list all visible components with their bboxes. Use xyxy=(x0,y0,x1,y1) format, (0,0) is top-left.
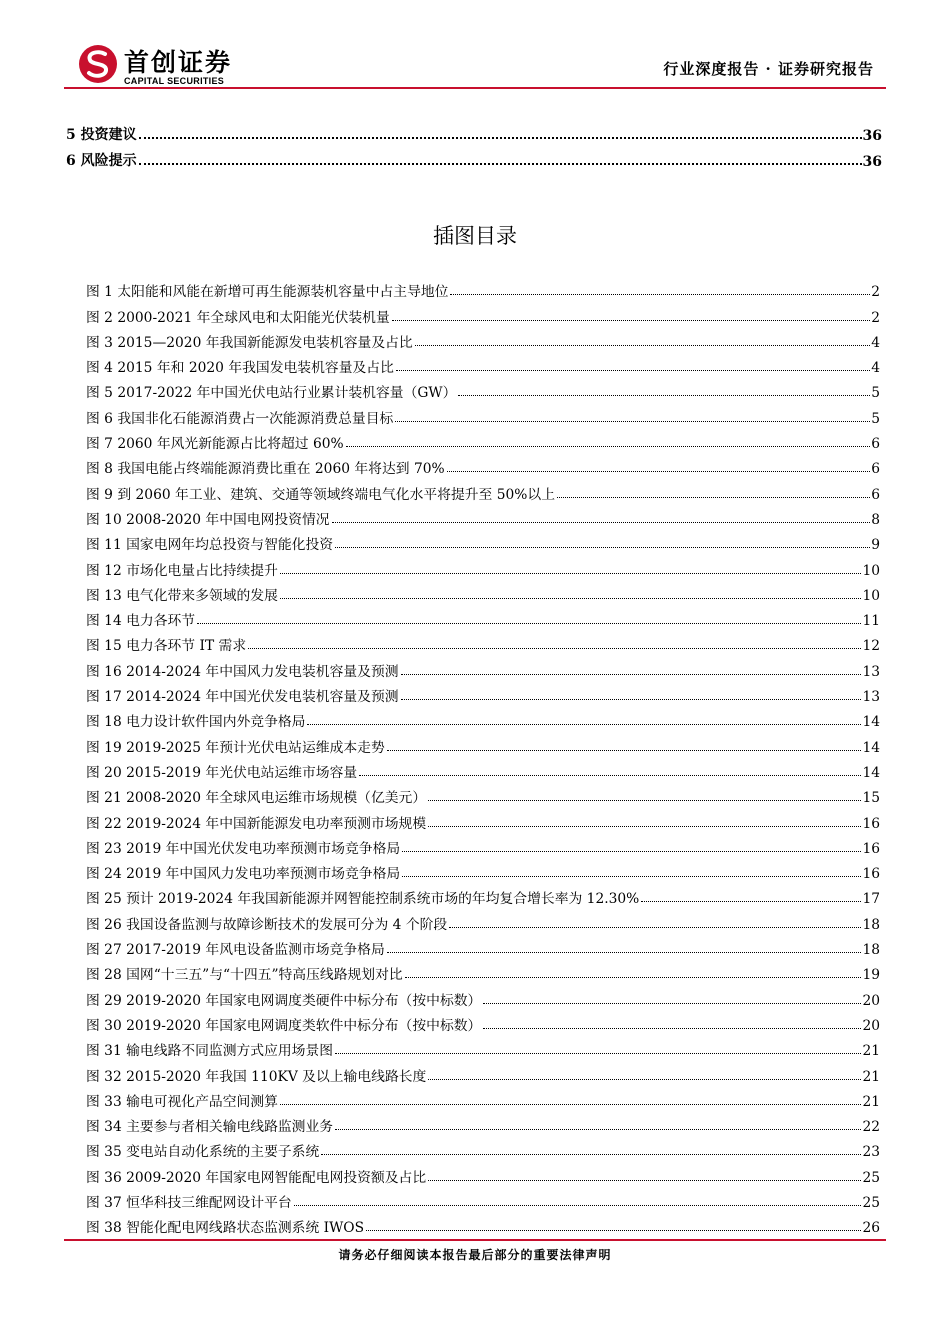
toc-figure-entry-page-number: 2 xyxy=(871,284,880,301)
toc-figure-entry-label: 图 5 2017-2022 年中国光伏电站行业累计装机容量（GW） xyxy=(86,385,457,402)
toc-figure-entry[interactable] xyxy=(86,326,880,351)
dot-leader xyxy=(387,951,862,953)
toc-figure-entry[interactable] xyxy=(86,528,880,553)
toc-figure-entry-page-number: 19 xyxy=(862,967,880,984)
toc-figure-entry-page-number: 6 xyxy=(871,461,880,478)
toc-figure-entry-label: 图 33 输电可视化产品空间测算 xyxy=(86,1093,278,1110)
dot-leader xyxy=(248,647,861,649)
toc-figure-entry-page-number: 18 xyxy=(862,916,880,933)
toc-figure-entry-page-number: 15 xyxy=(862,790,880,807)
toc-figure-entry-page-number: 17 xyxy=(862,891,880,908)
toc-figure-entry-page-number: 22 xyxy=(862,1119,880,1136)
toc-figure-entry-page-number: 4 xyxy=(871,360,880,377)
dot-leader xyxy=(335,1128,861,1130)
report-type: 行业深度报告 · 证券研究报告 xyxy=(663,60,874,78)
toc-figure-entry[interactable] xyxy=(86,705,880,730)
toc-figure-entry[interactable] xyxy=(86,832,880,857)
toc-figure-entry-page-number: 16 xyxy=(862,840,880,857)
toc-figure-entry-label: 图 29 2019-2020 年国家电网调度类硬件中标分布（按中标数） xyxy=(86,992,482,1009)
toc-figure-entry-page-number: 12 xyxy=(862,638,880,655)
toc-figure-entry-label: 图 32 2015-2020 年我国 110KV 及以上输电线路长度 xyxy=(86,1068,427,1085)
dot-leader xyxy=(483,1027,861,1029)
toc-figure-entry-label: 图 2 2000-2021 年全球风电和太阳能光伏装机量 xyxy=(86,309,390,326)
toc-figure-entry-label: 图 6 我国非化石能源消费占一次能源消费总量目标 xyxy=(86,410,394,427)
dot-leader xyxy=(280,1103,862,1105)
toc-figure-entry-page-number: 25 xyxy=(862,1169,880,1186)
toc-figure-entry-label: 图 17 2014-2024 年中国光伏发电装机容量及预测 xyxy=(86,689,399,706)
toc-figure-entry-label: 图 34 主要参与者相关输电线路监测业务 xyxy=(86,1119,334,1136)
toc-figure-entry-label: 图 27 2017-2019 年风电设备监测市场竞争格局 xyxy=(86,942,385,959)
dot-leader xyxy=(449,926,861,928)
toc-figure-entry-page-number: 5 xyxy=(871,410,880,427)
toc-figure-entry[interactable] xyxy=(86,1135,880,1160)
toc-figure-entry-page-number: 14 xyxy=(862,714,880,731)
toc-figure-entry[interactable] xyxy=(86,857,880,882)
dot-leader xyxy=(335,546,870,548)
dot-leader xyxy=(387,749,862,751)
toc-figure-entry[interactable] xyxy=(86,680,880,705)
dot-leader xyxy=(294,1204,862,1206)
dot-leader xyxy=(395,420,870,422)
toc-figure-entry-label: 图 8 我国电能占终端能源消费比重在 2060 年将达到 70% xyxy=(86,461,445,478)
toc-figure-entry-label: 图 38 智能化配电网线路状态监测系统 IWOS xyxy=(86,1220,365,1237)
toc-figure-entry[interactable] xyxy=(86,1186,880,1211)
dot-leader xyxy=(401,673,862,675)
dot-leader xyxy=(641,900,861,902)
toc-figure-entry-label: 图 37 恒华科技三维配网设计平台 xyxy=(86,1194,292,1211)
toc-figure-entry-label: 图 21 2008-2020 年全球风电运维市场规模（亿美元） xyxy=(86,790,427,807)
toc-figure-entry-page-number: 5 xyxy=(871,385,880,402)
toc-figure-entry-page-number: 20 xyxy=(862,1017,880,1034)
dot-leader xyxy=(402,850,861,852)
toc-figure-entry-label: 图 28 国网“十三五”与“十四五”特高压线路规划对比 xyxy=(86,967,403,984)
toc-section-entry[interactable] xyxy=(66,144,882,170)
dot-leader xyxy=(392,319,870,321)
dot-leader xyxy=(428,1179,861,1181)
toc-figure-entry-page-number: 13 xyxy=(862,689,880,706)
dot-leader xyxy=(280,597,862,599)
toc-figure-entry-page-number: 6 xyxy=(871,436,880,453)
toc-figure-entry-page-number: 9 xyxy=(871,537,880,554)
toc-figure-entry-page-number: 10 xyxy=(862,587,880,604)
toc-figure-entry[interactable] xyxy=(86,477,880,502)
toc-figure-entry-label: 图 22 2019-2024 年中国新能源发电功率预测市场规模 xyxy=(86,815,427,832)
toc-section-entry[interactable] xyxy=(66,118,882,144)
dot-leader xyxy=(346,445,871,447)
toc-figure-entry[interactable] xyxy=(86,958,880,983)
toc-figure-entry-label: 图 19 2019-2025 年预计光伏电站运维成本走势 xyxy=(86,739,385,756)
toc-section-entry-page-number: 36 xyxy=(862,154,882,170)
toc-figure-entry-page-number: 10 xyxy=(862,562,880,579)
toc-figure-entry[interactable] xyxy=(86,503,880,528)
toc-figure-entry[interactable] xyxy=(86,654,880,679)
toc-figure-entry-page-number: 13 xyxy=(862,663,880,680)
toc-figure-entry-page-number: 21 xyxy=(862,1093,880,1110)
toc-figure-entry-label: 图 35 变电站自动化系统的主要子系统 xyxy=(86,1144,320,1161)
toc-figure-entry[interactable] xyxy=(86,452,880,477)
toc-figure-entry[interactable] xyxy=(86,376,880,401)
toc-figure-entry-page-number: 16 xyxy=(862,866,880,883)
dot-leader xyxy=(396,369,870,371)
toc-figure-entry[interactable] xyxy=(86,781,880,806)
dot-leader xyxy=(428,799,861,801)
dot-leader xyxy=(415,344,871,346)
dot-leader xyxy=(450,293,870,295)
capital-securities-logo-icon xyxy=(78,44,118,84)
dot-leader xyxy=(280,572,862,574)
toc-figure-entry-label: 图 30 2019-2020 年国家电网调度类软件中标分布（按中标数） xyxy=(86,1017,482,1034)
toc-figure-entry[interactable] xyxy=(86,401,880,426)
toc-figure-entry-label: 图 11 国家电网年均总投资与智能化投资 xyxy=(86,537,334,554)
toc-figure-entry-page-number: 4 xyxy=(871,334,880,351)
toc-figure-entry-label: 图 10 2008-2020 年中国电网投资情况 xyxy=(86,511,330,528)
brand-name-cn: 首创证券 xyxy=(124,48,233,77)
dot-leader xyxy=(458,394,870,396)
toc-figure-entry[interactable] xyxy=(86,1009,880,1034)
toc-figure-entry-label: 图 20 2015-2019 年光伏电站运维市场容量 xyxy=(86,764,358,781)
toc-figure-entry-page-number: 11 xyxy=(862,613,880,630)
toc-figure-entry[interactable] xyxy=(86,629,880,654)
toc-figure-entry-label: 图 1 太阳能和风能在新增可再生能源装机容量中占主导地位 xyxy=(86,284,449,301)
dot-leader xyxy=(197,622,861,624)
toc-figure-entry[interactable] xyxy=(86,1110,880,1135)
toc-figure-entry-label: 图 24 2019 年中国风力发电功率预测市场竞争格局 xyxy=(86,866,401,883)
toc-figure-entry-page-number: 20 xyxy=(862,992,880,1009)
toc-figure-entry-page-number: 16 xyxy=(862,815,880,832)
legal-notice: 请务必仔细阅读本报告最后部分的重要法律声明 xyxy=(338,1248,612,1262)
toc-figure-entry-page-number: 6 xyxy=(871,486,880,503)
toc-figure-entry-page-number: 8 xyxy=(871,511,880,528)
toc-figure-entry-page-number: 18 xyxy=(862,942,880,959)
header-divider xyxy=(64,87,886,89)
toc-figure-entry-label: 图 14 电力各环节 xyxy=(86,613,196,630)
toc-figure-entry[interactable] xyxy=(86,553,880,578)
toc-figure-entry-page-number: 21 xyxy=(862,1068,880,1085)
toc-figure-entry[interactable] xyxy=(86,1160,880,1185)
dot-leader xyxy=(139,162,862,165)
dot-leader xyxy=(321,1153,861,1155)
toc-figure-entry-page-number: 21 xyxy=(862,1043,880,1060)
toc-figure-entry[interactable] xyxy=(86,604,880,629)
toc-figure-entry[interactable] xyxy=(86,275,880,300)
toc-figure-entry-page-number: 2 xyxy=(871,309,880,326)
dot-leader xyxy=(401,698,862,700)
toc-figure-entry-label: 图 9 到 2060 年工业、建筑、交通等领域终端电气化水平将提升至 50%以上 xyxy=(86,486,555,503)
dot-leader xyxy=(428,825,861,827)
dot-leader xyxy=(366,1229,861,1231)
toc-figure-entry-label: 图 7 2060 年风光新能源占比将超过 60% xyxy=(86,436,344,453)
toc-figure-entry-page-number: 23 xyxy=(862,1144,880,1161)
toc-section-entry-page-number: 36 xyxy=(862,128,882,144)
dot-leader xyxy=(447,470,871,472)
toc-figure-entry[interactable] xyxy=(86,730,880,755)
dot-leader xyxy=(402,875,861,877)
toc-figure-entry[interactable] xyxy=(86,300,880,325)
toc-figure-entry-label: 图 3 2015—2020 年我国新能源发电装机容量及占比 xyxy=(86,334,413,351)
toc-figure-entry-label: 图 12 市场化电量占比持续提升 xyxy=(86,562,278,579)
dot-leader xyxy=(428,1078,861,1080)
dot-leader xyxy=(307,723,861,725)
toc-figure-entry[interactable] xyxy=(86,806,880,831)
toc-figure-entry[interactable] xyxy=(86,1211,880,1236)
toc-figure-entry[interactable] xyxy=(86,579,880,604)
toc-figure-entry[interactable] xyxy=(86,1085,880,1110)
figures-title: 插图目录 xyxy=(433,224,517,248)
toc-figure-entry[interactable] xyxy=(86,933,880,958)
toc-figure-entry[interactable] xyxy=(86,351,880,376)
toc-figure-entry[interactable] xyxy=(86,907,880,932)
dot-leader xyxy=(139,136,862,139)
toc-figure-entry-page-number: 14 xyxy=(862,764,880,781)
dot-leader xyxy=(359,774,861,776)
toc-figure-entry-label: 图 25 预计 2019-2024 年我国新能源并网智能控制系统市场的年均复合增长率为 12.30% xyxy=(86,891,640,908)
toc-section-entry-label: 5 投资建议 xyxy=(66,127,137,143)
footer-divider xyxy=(64,1239,886,1241)
toc-figure-entry-label: 图 4 2015 年和 2020 年我国发电装机容量及占比 xyxy=(86,360,394,377)
toc-figure-entry-label: 图 15 电力各环节 IT 需求 xyxy=(86,638,247,655)
dot-leader xyxy=(332,521,871,523)
toc-section-entry-label: 6 风险提示 xyxy=(66,153,137,169)
page-header xyxy=(0,0,950,90)
toc-figure-entry[interactable] xyxy=(86,756,880,781)
dot-leader xyxy=(557,496,870,498)
toc-figure-entry[interactable] xyxy=(86,427,880,452)
toc-figure-entry[interactable] xyxy=(86,983,880,1008)
toc-figure-entry[interactable] xyxy=(86,1059,880,1084)
toc-figure-entry-label: 图 13 电气化带来多领域的发展 xyxy=(86,587,278,604)
toc-figure-entry-label: 图 18 电力设计软件国内外竞争格局 xyxy=(86,714,306,731)
toc-figure-entry[interactable] xyxy=(86,882,880,907)
toc-figure-entry-label: 图 36 2009-2020 年国家电网智能配电网投资额及占比 xyxy=(86,1169,427,1186)
section-toc xyxy=(66,118,882,170)
dot-leader xyxy=(483,1002,861,1004)
brand-name-en: CAPITAL SECURITIES xyxy=(124,76,225,86)
toc-figure-entry[interactable] xyxy=(86,1034,880,1059)
toc-figure-entry-page-number: 14 xyxy=(862,739,880,756)
dot-leader xyxy=(405,976,862,978)
figure-toc xyxy=(86,275,880,1236)
toc-figure-entry-label: 图 26 我国设备监测与故障诊断技术的发展可分为 4 个阶段 xyxy=(86,916,448,933)
dot-leader xyxy=(335,1052,861,1054)
toc-figure-entry-page-number: 25 xyxy=(862,1194,880,1211)
toc-figure-entry-label: 图 23 2019 年中国光伏发电功率预测市场竞争格局 xyxy=(86,840,401,857)
toc-figure-entry-label: 图 16 2014-2024 年中国风力发电装机容量及预测 xyxy=(86,663,399,680)
toc-figure-entry-page-number: 26 xyxy=(862,1220,880,1237)
toc-figure-entry-label: 图 31 输电线路不同监测方式应用场景图 xyxy=(86,1043,334,1060)
